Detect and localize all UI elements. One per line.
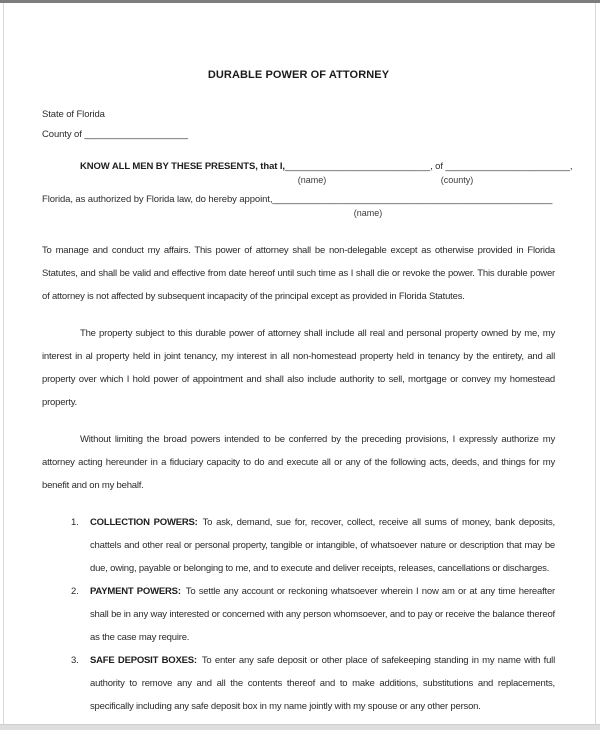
power-text [90, 649, 555, 718]
power-number: 2. [71, 586, 79, 597]
power-number: 1. [71, 517, 79, 528]
agent-name-blank: ______________________________________________________ [272, 194, 553, 205]
state-line: State of Florida [42, 109, 105, 120]
county-blank-line: ____________________ [84, 129, 188, 140]
power-heading: COLLECTION POWERS: [90, 517, 198, 528]
power-body: To enter any safe deposit or other place of safekeeping standing in my name with full authority to remove any and all the contents thereof and to make additions, substitutions and replacements, specifically including any safe deposit box in my name jointly with my spouse or any other person. [90, 655, 555, 712]
of-separator: , of [430, 161, 446, 172]
scan-border-left [3, 3, 4, 724]
presents-lead-text: KNOW ALL MEN BY THESE PRESENTS, that I, [80, 161, 285, 172]
county-caption: (county) [440, 175, 474, 185]
blank-captions-row [42, 174, 555, 187]
document-content [42, 0, 573, 718]
paragraph-authorization: Without limiting the broad powers intended to be conferred by the preceding provisions, I expressly authorize my attorney acting hereunder in a fiduciary capacity to do and execute all or any of the following acts, deeds, and things for my benefit and on my behalf. [42, 434, 555, 491]
power-heading: PAYMENT POWERS: [90, 586, 181, 597]
power-text [90, 580, 555, 649]
scan-border-right [595, 3, 596, 724]
appoint-label: Florida, as authorized by Florida law, do hereby appoint, [42, 194, 273, 205]
appoint-caption-row [42, 207, 555, 220]
county-line [42, 125, 555, 145]
principal-name-blank: ____________________________ [284, 161, 431, 172]
paragraph-property: The property subject to this durable power of attorney shall include all real and personal property owned by me, my interest in al property held in joint tenancy, my interest in all non-homestead property held in tenancy by the entirety, and all property over which I hold power of appointment and shall also include authority to sell, mortgage or convey my homestead property. [42, 328, 555, 408]
appoint-line [42, 193, 555, 207]
principal-county-blank: ________________________ [445, 161, 570, 172]
paragraph-delegation: To manage and conduct my affairs. This power of attorney shall be non-delegable except as otherwise provided in Florida Statutes, and shall be valid and effective from date hereof until such time as I shall die or revoke the power. This durable power of attorney is not affected by subsequent incapacity of the principal except as provided in Florida Statutes. [42, 245, 555, 302]
county-label: County of [42, 129, 85, 140]
agent-name-caption: (name) [353, 208, 383, 218]
document-title: DURABLE POWER OF ATTORNEY [207, 69, 390, 81]
power-item-collection [42, 511, 555, 580]
jurisdiction-block [42, 105, 555, 145]
scan-border-bottom [0, 724, 600, 730]
presents-line [42, 160, 573, 174]
power-text [90, 511, 555, 580]
power-number: 3. [71, 655, 79, 666]
name-caption: (name) [297, 175, 327, 185]
power-item-payment [42, 580, 555, 649]
power-body: To ask, demand, sue for, recover, collect, receive all sums of money, bank deposits, chattels and other real or personal property, tangible or intangible, of whatsoever nature or description that may be due, owing, payable or belonging to me, and to execute and deliver receipts, releases, cancellations or discharges. [90, 517, 555, 574]
power-heading: SAFE DEPOSIT BOXES: [90, 655, 197, 666]
trailing-comma: , [569, 161, 573, 172]
powers-list [42, 511, 555, 718]
power-body: To settle any account or reckoning whatsoever wherein I now am or at any time hereafter shall be in any way interested or concerned with any person whomsoever, and to pay or receive the balance thereof as the case may require. [90, 586, 555, 643]
power-item-safe-deposit [42, 649, 555, 718]
